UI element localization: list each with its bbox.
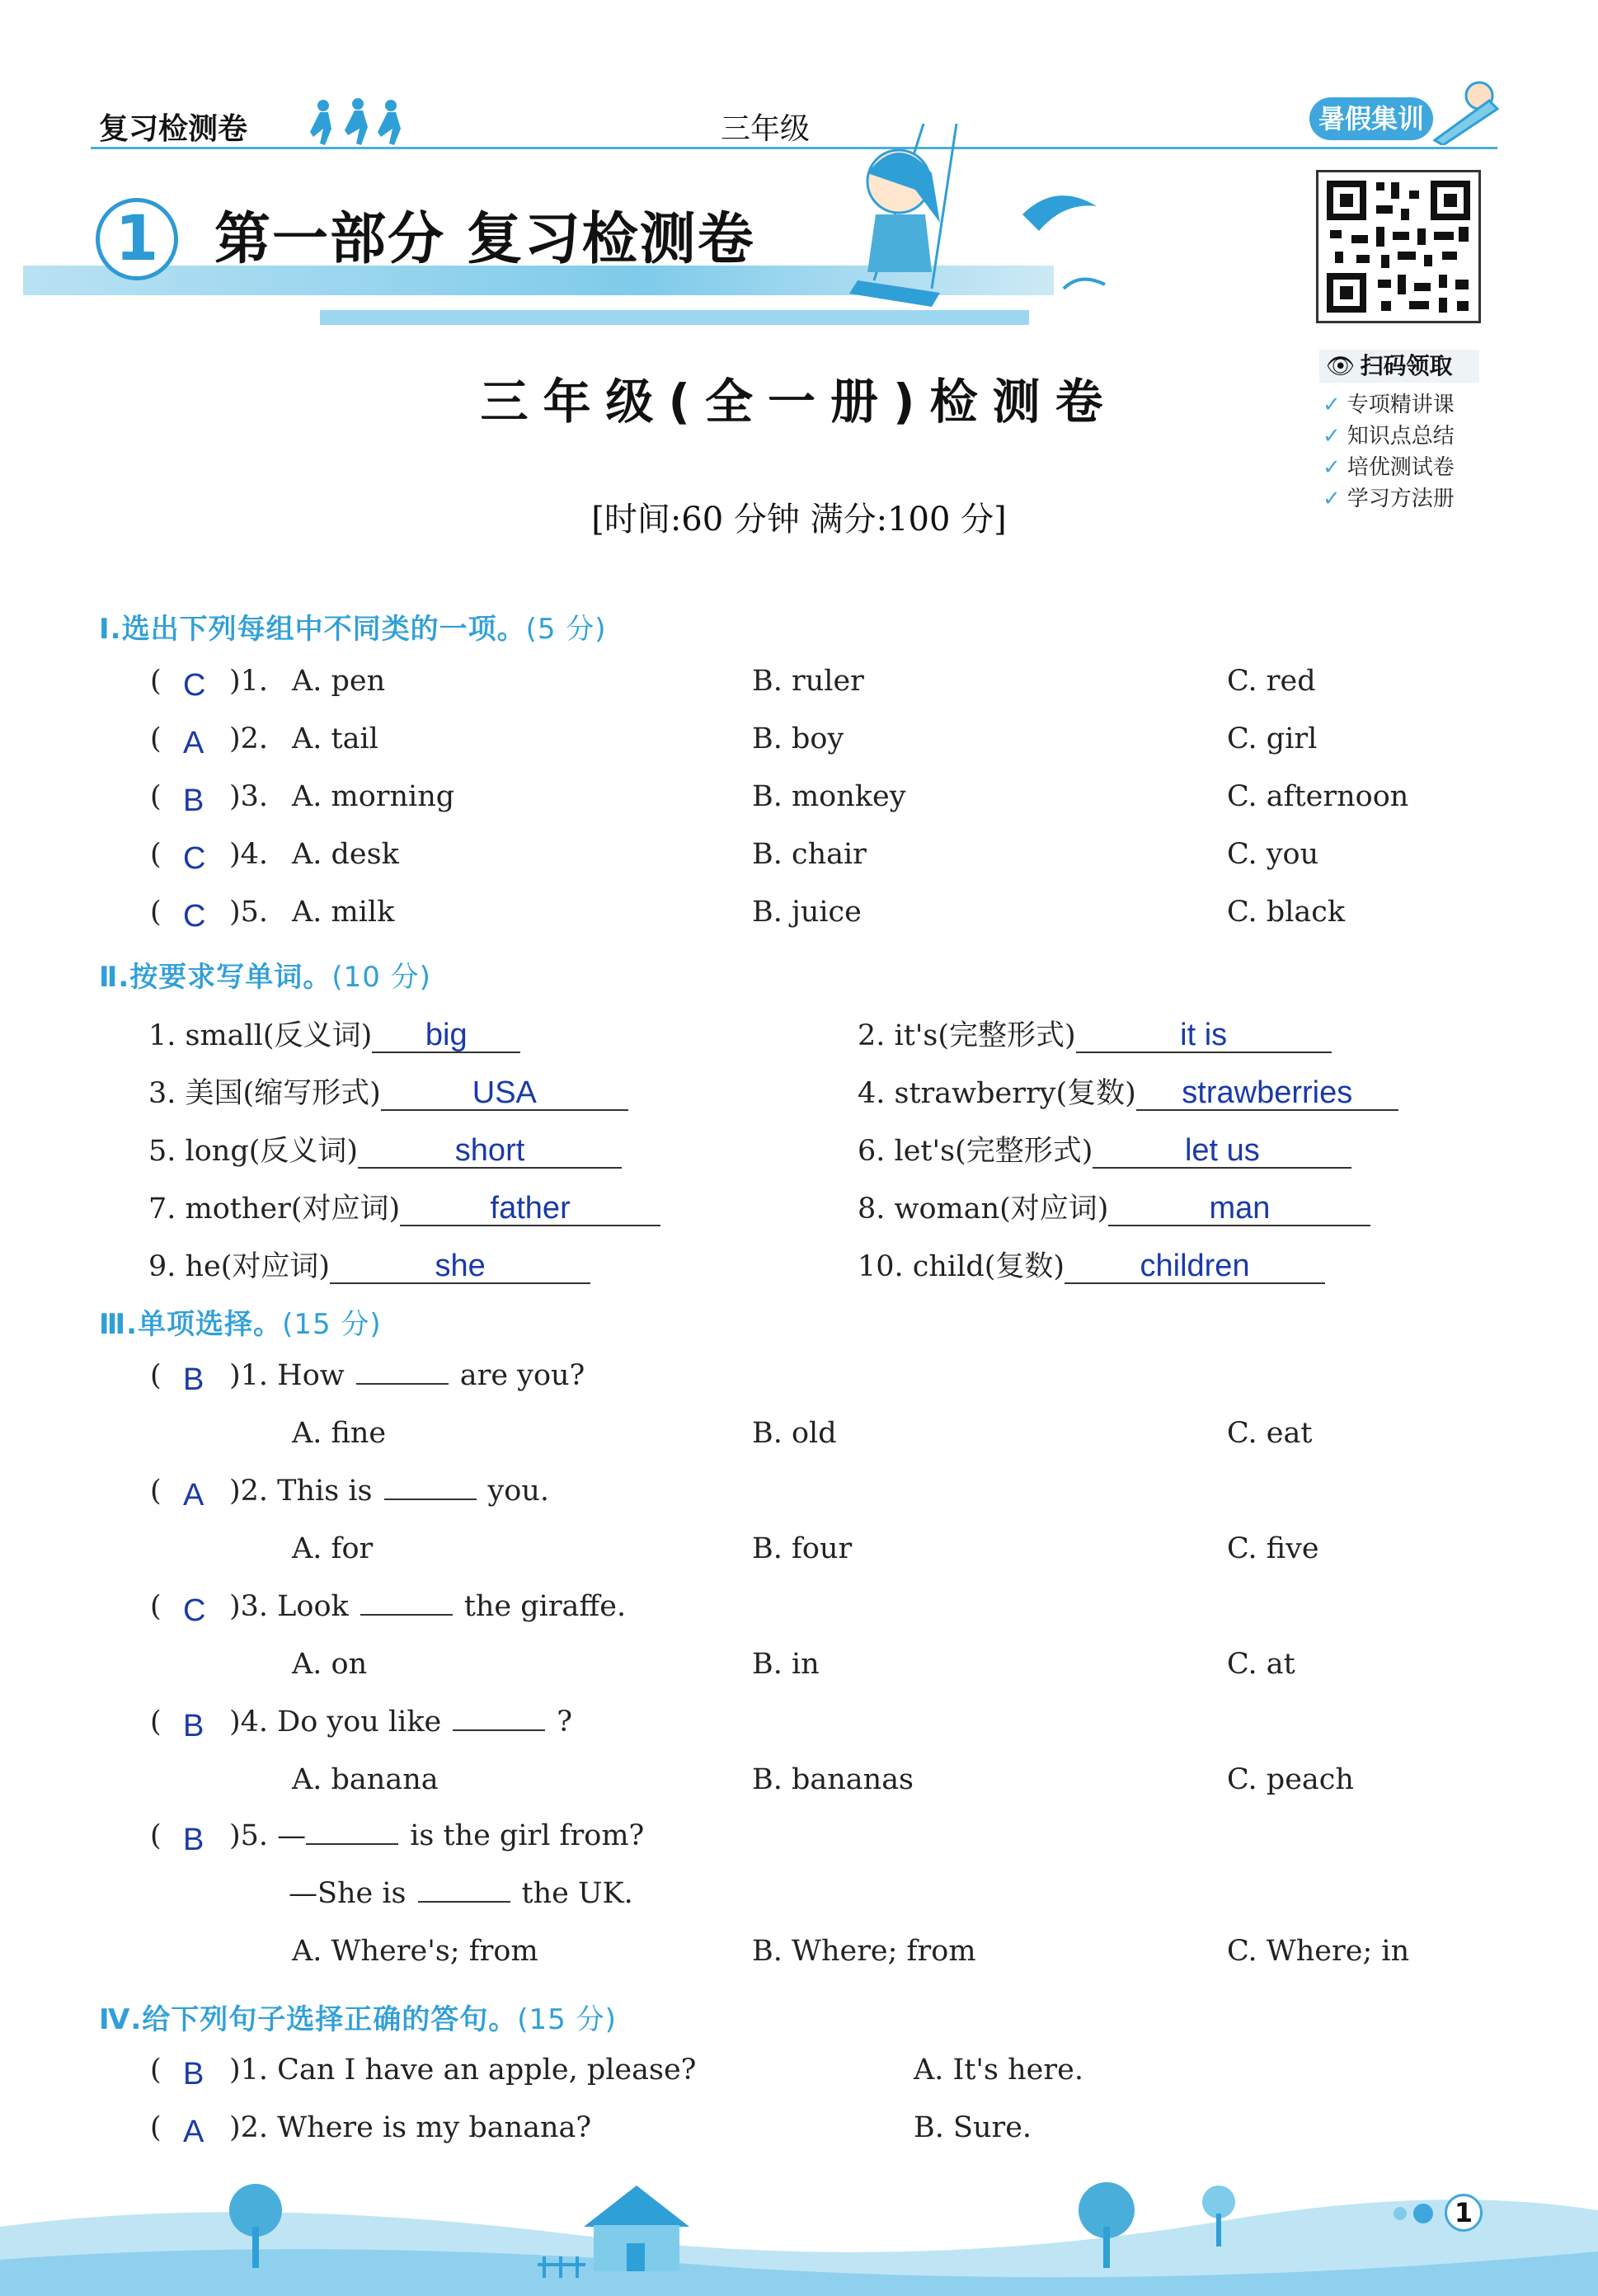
answer-choice: A — [183, 726, 204, 760]
answer-bracket-open: ( — [150, 1819, 162, 1852]
answer-choice: B — [183, 2057, 204, 2091]
qr-label-text: 扫码领取 — [1360, 352, 1453, 379]
fill-in-prompt: 4. strawberry(复数) — [858, 1077, 1136, 1110]
stem-part: )3. Look — [229, 1590, 349, 1623]
fill-in-answer[interactable]: children — [1065, 1249, 1325, 1284]
option-a: A. desk — [292, 838, 399, 871]
qr-item: ✓ 专项精讲课 — [1323, 393, 1455, 417]
fill-in-prompt: 10. child(复数) — [858, 1250, 1065, 1283]
fill-in-item — [148, 1128, 622, 1169]
option-a: A. fine — [292, 1417, 387, 1450]
answer-choice: A — [183, 1478, 204, 1513]
blank-line[interactable] — [306, 1820, 398, 1845]
option-c: C. peach — [1227, 1763, 1354, 1796]
check-icon: ✓ — [1323, 393, 1341, 417]
part-title: 第一部分 复习检测卷 — [214, 207, 755, 272]
fill-in-answer[interactable]: short — [358, 1134, 622, 1169]
option-a: A. for — [292, 1532, 374, 1565]
dot-decoration — [1413, 2204, 1433, 2223]
option-c: C. red — [1227, 665, 1316, 698]
answer-bracket-open: ( — [150, 1359, 162, 1392]
fill-in-item — [858, 1013, 1332, 1054]
header-badge: 暑假集训 — [1309, 97, 1433, 140]
question-number: )2. — [229, 722, 269, 755]
answer-choice: B — [183, 1362, 204, 1397]
blank-line[interactable] — [360, 1591, 453, 1616]
option-b: B. juice — [752, 896, 862, 929]
fill-in-prompt: 2. it's(完整形式) — [858, 1019, 1076, 1052]
answer-choice: B — [183, 1709, 204, 1743]
option-a: A. banana — [292, 1763, 439, 1796]
fill-in-answer[interactable]: father — [400, 1192, 660, 1226]
option-c: C. eat — [1227, 1417, 1313, 1450]
option-c: C. five — [1227, 1532, 1319, 1565]
fill-in-item — [858, 1070, 1398, 1112]
answer-bracket-open: ( — [150, 780, 162, 813]
answer-bracket-open: ( — [150, 838, 162, 871]
section-3-heading: Ⅲ.单项选择。(15 分) — [99, 1308, 382, 1341]
qr-code-pattern — [1318, 172, 1478, 321]
eye-icon: 👁 — [1326, 352, 1356, 379]
blank-line[interactable] — [384, 1475, 477, 1500]
answer-choice: B — [183, 1823, 204, 1857]
answer-bracket-open: ( — [150, 1475, 162, 1508]
option-b: B. in — [752, 1648, 820, 1681]
stem-part: )1. How — [229, 1359, 345, 1392]
part-number-badge: 1 — [96, 198, 178, 280]
qr-item: ✓ 学习方法册 — [1323, 487, 1455, 511]
check-icon: ✓ — [1323, 487, 1341, 511]
stem-part: is the girl from? — [410, 1819, 645, 1852]
option-c: C. Where; in — [1227, 1935, 1410, 1968]
option-a: A. tail — [292, 722, 378, 755]
fill-in-answer[interactable]: strawberries — [1136, 1076, 1398, 1111]
header-rule — [91, 147, 1497, 149]
option-c: C. black — [1227, 896, 1346, 929]
hill-landscape-illustration — [0, 2177, 1598, 2296]
stem-part: you. — [487, 1475, 550, 1508]
stem-part: )4. Do you like — [229, 1706, 442, 1738]
section-4-heading: Ⅳ.给下列句子选择正确的答句。(15 分) — [99, 2003, 617, 2036]
option-a: A. morning — [292, 780, 455, 813]
option-b: B. bananas — [752, 1763, 914, 1796]
header-grade: 三年级 — [721, 112, 811, 146]
fill-in-answer[interactable]: man — [1108, 1192, 1370, 1226]
question-stem: )2. Where is my banana? — [229, 2111, 592, 2144]
option-a: A. milk — [292, 896, 395, 929]
option-b: B. four — [752, 1532, 853, 1565]
option-b: B. monkey — [752, 780, 906, 813]
answer-bracket-open: ( — [150, 896, 162, 929]
answer-bracket-open: ( — [150, 1706, 162, 1738]
blank-line[interactable] — [356, 1360, 449, 1385]
fill-in-item — [148, 1244, 590, 1285]
fill-in-answer[interactable]: let us — [1093, 1134, 1351, 1169]
reply-option: A. It's here. — [914, 2054, 1083, 2087]
option-b: B. chair — [752, 838, 867, 871]
stem-part: the UK. — [521, 1877, 633, 1910]
fill-in-prompt: 9. he(对应词) — [148, 1250, 331, 1283]
fill-in-prompt: 1. small(反义词) — [148, 1019, 373, 1052]
section-1-heading: Ⅰ.选出下列每组中不同类的一项。(5 分) — [99, 613, 607, 646]
fill-in-prompt: 7. mother(对应词) — [148, 1193, 401, 1226]
fill-in-answer[interactable]: big — [372, 1019, 520, 1053]
question-stem-reply — [289, 1877, 633, 1910]
option-c: C. at — [1227, 1648, 1295, 1681]
answer-choice: C — [183, 668, 206, 703]
option-c: C. girl — [1227, 722, 1318, 755]
fill-in-item — [858, 1244, 1325, 1285]
fill-in-item — [148, 1070, 628, 1112]
fill-in-item — [858, 1186, 1370, 1227]
answer-choice: C — [183, 841, 206, 876]
exam-title: 三年级(全一册)检测卷 — [480, 374, 1118, 430]
question-number: )4. — [229, 838, 269, 871]
fill-in-answer[interactable]: USA — [381, 1076, 628, 1111]
stem-part: )2. This is — [229, 1475, 373, 1508]
fill-in-answer[interactable]: she — [330, 1249, 590, 1284]
swing-girl-illustration — [816, 124, 1138, 330]
answer-bracket-open: ( — [150, 722, 162, 755]
stem-part: )5. — — [229, 1819, 307, 1852]
section-2-heading: Ⅱ.按要求写单词。(10 分) — [99, 961, 431, 994]
option-a: A. pen — [292, 665, 386, 698]
question-number: )1. — [229, 665, 269, 698]
option-b: B. boy — [752, 722, 844, 755]
stem-part: are you? — [459, 1359, 585, 1392]
stem-part: —She is — [289, 1877, 407, 1910]
header-series: 复习检测卷 — [99, 112, 248, 146]
fill-in-prompt: 8. woman(对应词) — [858, 1193, 1109, 1226]
option-a: A. Where's; from — [292, 1935, 538, 1968]
blank-line[interactable] — [418, 1878, 510, 1903]
question-stem: )1. Can I have an apple, please? — [229, 2054, 697, 2087]
question-stem — [229, 1359, 585, 1392]
answer-bracket-open: ( — [150, 665, 162, 698]
option-a: A. on — [292, 1648, 368, 1681]
answer-choice: C — [183, 899, 206, 934]
fill-in-item — [148, 1013, 520, 1054]
option-b: B. old — [752, 1417, 837, 1450]
option-c: C. afternoon — [1227, 780, 1409, 813]
check-icon: ✓ — [1323, 455, 1341, 480]
answer-choice: A — [183, 2115, 204, 2149]
pencil-girl-icon — [1431, 76, 1506, 145]
qr-item: ✓ 知识点总结 — [1323, 424, 1455, 449]
exam-meta: [时间:60 分钟 满分:100 分] — [591, 501, 1007, 539]
question-stem — [229, 1706, 572, 1738]
answer-bracket-open: ( — [150, 2111, 162, 2144]
fill-in-prompt: 6. let's(完整形式) — [858, 1135, 1093, 1168]
answer-choice: C — [183, 1593, 206, 1628]
fill-in-prompt: 5. long(反义词) — [148, 1135, 359, 1168]
fill-in-answer[interactable]: it is — [1076, 1019, 1332, 1053]
question-stem — [229, 1590, 626, 1623]
option-b: B. ruler — [752, 665, 864, 698]
stem-part: the giraffe. — [463, 1590, 627, 1623]
answer-bracket-open: ( — [150, 1590, 162, 1623]
question-number: )3. — [229, 780, 269, 813]
qr-item: ✓ 培优测试卷 — [1323, 455, 1455, 480]
question-stem — [229, 1819, 644, 1852]
check-icon: ✓ — [1323, 424, 1341, 449]
fill-in-item — [858, 1128, 1351, 1169]
page-number: 1 — [1445, 2194, 1483, 2232]
question-stem — [229, 1475, 549, 1508]
option-c: C. you — [1227, 838, 1319, 871]
dot-decoration — [1394, 2207, 1407, 2220]
reply-option: B. Sure. — [914, 2111, 1032, 2144]
option-b: B. Where; from — [752, 1935, 976, 1968]
fill-in-prompt: 3. 美国(缩写形式) — [148, 1077, 381, 1110]
running-kids-icon — [307, 96, 409, 148]
stem-part: ? — [557, 1706, 573, 1738]
blank-line[interactable] — [453, 1706, 545, 1731]
answer-choice: B — [183, 783, 204, 818]
qr-code[interactable] — [1316, 170, 1481, 323]
fill-in-item — [148, 1186, 660, 1227]
answer-bracket-open: ( — [150, 2054, 162, 2087]
question-number: )5. — [229, 896, 269, 929]
